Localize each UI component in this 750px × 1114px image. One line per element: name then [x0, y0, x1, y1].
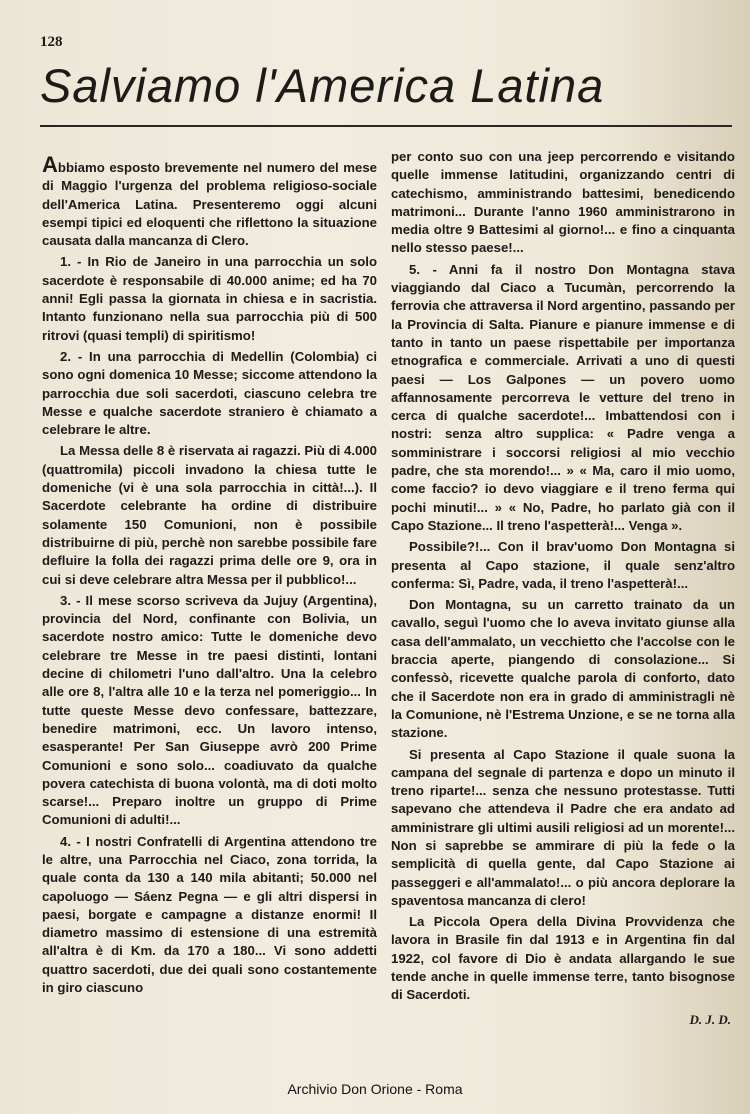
right-paragraph: 5. - Anni fa il nostro Don Montagna stava viaggiando dal Ciaco a Tucumàn, percorrendo la ferrovia che attraversa il Nord argentino, passando per la Provincia di Salta. Pianure e pianure immense e di tanto in tanto un paese rispettabile per importanza etnografica e commerciale. Arrivati a uno di questi paesi — Los Galpones — un povero uomo affannosamente percorreva le vetture del treno in cerca di qualche sacerdote!... Imbattendosi con i nostri: senza altro supplica: « Padre venga a somministrare i soccorsi religiosi al mio vecchio padre, che sta morendo!... » « Ma, caro il mio uomo, come faccio? io devo viaggiare e il treno ferma qui pochi minuti!... » « No, Padre, ho parlato già con il Capo Stazione... Il treno l'aspetterà!... Venga ». [391, 261, 735, 533]
right-paragraph: Possibile?!... Con il brav'uomo Don Montagna si presenta al Capo stazione, il quale senz'altro conferma: Sì, Padre, vada, il treno l'aspetterà!... [391, 539, 735, 591]
left-paragraph: 4. - I nostri Confratelli di Argentina attendono tre le altre, una Parrocchia nel Ciaco, zona torrida, la quale conta da 130 a 140 mila abitanti; 50.000 nel capoluogo — Sáenz Pegna — e gli altri dispersi in paesi, borgate e campagne a distanze enormi! Il diametro massimo di estensione di una estremità all'altra è di Km. da 170 a 180... Vi sono addetti quattro sacerdoti, due dei quali sono costantemente in giro ciascuno [42, 833, 377, 996]
left-paragraph: 3. - Il mese scorso scriveva da Jujuy (Argentina), provincia del Nord, confinante con Bolivia, un sacerdote nostro amico: Tutte le domeniche devo celebrare tre Messe in tre paesi distinti, lontani decine di chilometri l'uno dall'altro. Una la celebro alle ore 8, l'altra alle 10 e la terza nel pomeriggio... In tutte queste Messe devo confessare, battezzare, benedire matrimoni, ecc. Un lavoro intenso, esasperante! Per San Giuseppe avrò 200 Prime Comunioni e sono solo... coadiuvato da qualche povera catechista di buona volontà, ma di doti molto scarse!... Preparo inoltre un gruppo di Prime Comunioni di adulti!... [42, 592, 377, 828]
left-paragraph: La Messa delle 8 è riservata ai ragazzi. Più di 4.000 (quattromila) piccoli invadono la chiesa tutte le domeniche (vi è una sola parrocchia in città!...). Il Sacerdote celebrante ha ordine di distribuire solamente 150 Comunioni, non è possibile distribuirne di più, perchè non sarebbe possibile fare defluire la folla dei ragazzi prima delle ore 9, ora in cui si deve celebrare altra Messa per il pubblico!... [42, 443, 377, 587]
author-signature: D. J. D. [689, 1011, 731, 1027]
left-paragraph [42, 152, 377, 250]
left-paragraph: 2. - In una parrocchia di Medellin (Colombia) ci sono ogni domenica 10 Messe; siccome attendono la parrocchia due soli sacerdoti, ciascuno celebra tre Messe e qualche sacerdote straniero è chiamato a celebrare le altre. [42, 348, 377, 438]
right-column [391, 148, 735, 1029]
page-number: 128 [40, 34, 63, 50]
archive-footer: Archivio Don Orione - Roma [287, 1081, 463, 1097]
drop-cap: A [42, 152, 58, 177]
right-paragraph: per conto suo con una jeep percorrendo e visitando quelle immense latitudini, organizzando centri di catechismo, amministrando battesimi, benedicendo matrimoni... Durante l'anno 1960 amministrarono in media oltre 9 Battesimi al giorno!... e fino a cinquanta nello stesso paese!... [391, 149, 735, 256]
right-paragraph: La Piccola Opera della Divina Provvidenza che lavora in Brasile fin dal 1913 e in Argentina fin dal 1922, col favore di Dio è andata allargando le sue tende anche in quelle immense terre, tanto bisognose di Sacerdoti. [391, 914, 735, 1003]
right-paragraph: Don Montagna, su un carretto trainato da un cavallo, seguì l'uomo che lo aveva invitato giunse alla casa dell'ammalato, un vecchietto che l'accolse con le braccia aperte, piangendo di consolazione... Si confessò, ricevette qualche parola di conforto, dato che il Sacerdote non era in grado di amministragli nè la Comunione, nè l'Estrema Unzione, e se ne torna alla stazione. [391, 597, 735, 741]
left-paragraph: 1. - In Rio de Janeiro in una parrocchia un solo sacerdote è responsabile di 40.000 anime; ed ha 70 anni! Egli passa la giornata in chiesa e in sacristia. Intanto funzionano nella sua parrocchia più di 500 ritrovi (quasi templi) di spiritismo! [42, 254, 377, 343]
right-paragraph: Si presenta al Capo Stazione il quale suona la campana del segnale di partenza e dopo un minuto il treno riparte!... senza che nessuno protestasse. Tutti sapevano che attendeva il Padre che era andato ad amministrare gli ultimi ausili religiosi ad un morente!... Non si saprebbe se ammirare di più la fede o la semplicità di quella gente, dal Capo Stazione ai passeggeri e all'ammalato!... o più ancora deplorare la spaventosa mancanza di clero! [391, 746, 735, 908]
left-column [42, 152, 377, 1000]
title-rule [40, 125, 732, 127]
left-paragraph-text: bbiamo esposto brevemente nel numero del mese di Maggio l'urgenza del problema religioso-sociale dell'America Latina. Presenteremo oggi alcuni esempi tipici ed eloquenti che riflettono la situazione causata dalla mancanza di Clero. [42, 160, 377, 249]
article-title: Salviamo l'America Latina [40, 59, 605, 112]
